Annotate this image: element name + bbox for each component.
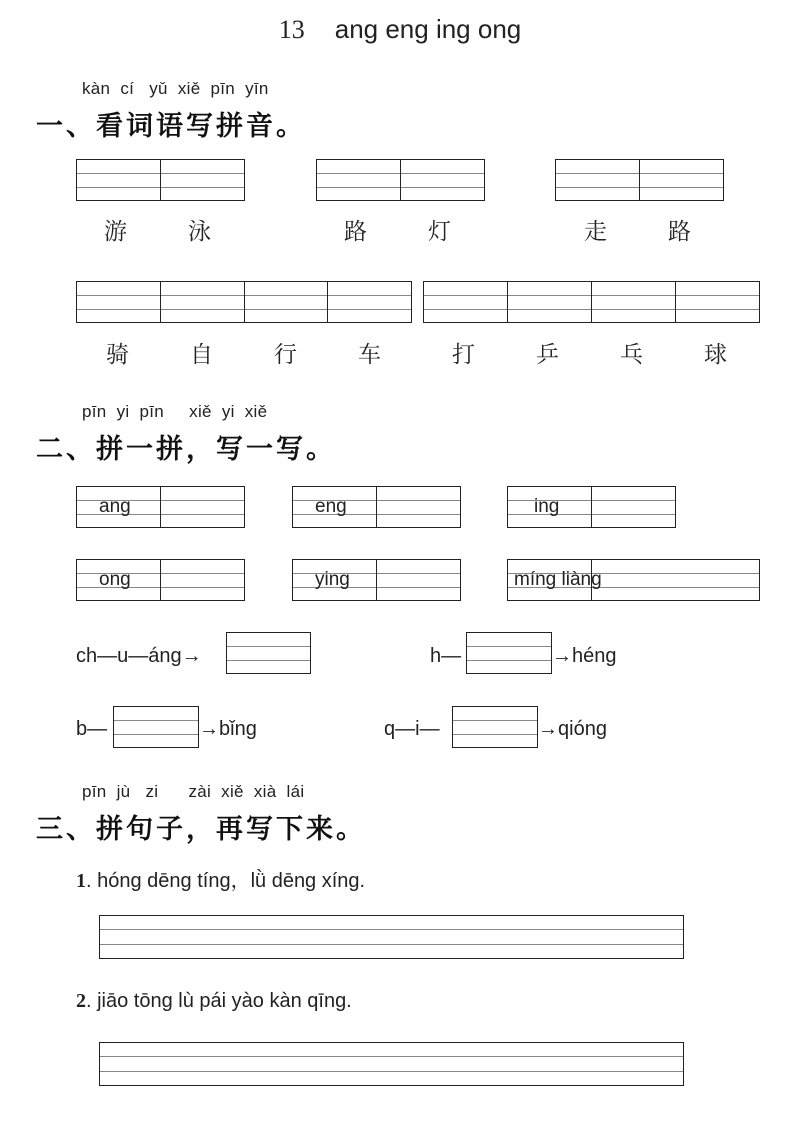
word-char: 路	[344, 219, 367, 245]
given-pinyin: ong	[99, 569, 131, 590]
word-char: 路	[668, 219, 691, 245]
grid-cell[interactable]	[675, 282, 759, 322]
word-char: 行	[274, 342, 297, 368]
sentence-text: . hóng dēng tíng，lǜ dēng xíng.	[86, 870, 366, 892]
section1-pinyin: kàn cí yǔ xiě pīn yīn	[82, 79, 269, 98]
given-pinyin: ing	[534, 496, 560, 517]
grid-cell[interactable]	[77, 160, 160, 200]
spelling-formula: h—	[430, 645, 462, 667]
spelling-grid-ang[interactable]	[76, 486, 245, 528]
word-char: 游	[104, 219, 127, 245]
section3-pinyin: pīn jù zi zài xiě xià lái	[82, 782, 305, 801]
grid-cell[interactable]	[327, 282, 411, 322]
word-char: 打	[452, 342, 475, 368]
grid-cell[interactable]	[639, 160, 723, 200]
lesson-number: 13	[278, 15, 305, 44]
grid-cell[interactable]	[244, 282, 328, 322]
spelling-formula: ch—u—áng→	[76, 645, 202, 667]
sentence-1	[76, 864, 365, 893]
grid-cell[interactable]	[400, 160, 484, 200]
grid-cell[interactable]	[293, 560, 376, 600]
grid-cell[interactable]	[227, 633, 310, 673]
word-char: 骑	[106, 342, 129, 368]
spelling-formula: q—i—	[384, 718, 440, 740]
spelling-grid-ying[interactable]	[292, 559, 461, 601]
grid-cell[interactable]	[160, 160, 244, 200]
grid-cell[interactable]	[453, 707, 537, 747]
formula-answer-box[interactable]	[113, 706, 199, 748]
section2-heading: 二、拼一拼，写一写。	[36, 434, 336, 465]
sentence-number: 1	[76, 870, 86, 892]
grid-cell[interactable]	[77, 487, 160, 527]
given-pinyin: ang	[99, 496, 131, 517]
given-pinyin: ying	[315, 569, 350, 590]
grid-cell[interactable]	[424, 282, 507, 322]
grid-cell[interactable]	[376, 560, 460, 600]
word-char: 走	[584, 219, 607, 245]
grid-cell[interactable]	[160, 282, 244, 322]
spelling-formula-result: →bǐng	[199, 718, 257, 740]
grid-cell[interactable]	[160, 487, 244, 527]
spelling-grid-mingliang[interactable]	[507, 559, 760, 601]
word-char: 乓	[620, 342, 643, 368]
given-pinyin: eng	[315, 496, 347, 517]
spelling-grid-eng[interactable]	[292, 486, 461, 528]
sentence-2	[76, 990, 352, 1013]
answer-grid-zoulu[interactable]	[555, 159, 724, 201]
grid-cell[interactable]	[376, 487, 460, 527]
formula-answer-box[interactable]	[466, 632, 552, 674]
grid-cell[interactable]	[508, 560, 602, 600]
sentence-writing-lines-2[interactable]	[99, 1042, 684, 1086]
answer-grid-yongyong[interactable]	[76, 159, 245, 201]
grid-cell[interactable]	[591, 487, 675, 527]
spelling-formula-result: →qióng	[538, 718, 607, 740]
grid-cell[interactable]	[467, 633, 551, 673]
section3-heading: 三、拼句子，再写下来。	[36, 814, 366, 845]
grid-cell[interactable]	[293, 487, 376, 527]
section1-heading: 一、看词语写拼音。	[36, 111, 306, 142]
sentence-number: 2	[76, 990, 86, 1012]
word-char: 球	[704, 342, 727, 368]
grid-cell[interactable]	[591, 560, 759, 600]
word-char: 灯	[428, 219, 451, 245]
grid-cell[interactable]	[591, 282, 675, 322]
formula-answer-box[interactable]	[226, 632, 311, 674]
grid-cell[interactable]	[160, 560, 244, 600]
section2-pinyin: pīn yi pīn xiě yi xiě	[82, 402, 268, 421]
spelling-grid-ong[interactable]	[76, 559, 245, 601]
formula-answer-box[interactable]	[452, 706, 538, 748]
answer-grid-ludeng[interactable]	[316, 159, 485, 201]
grid-cell[interactable]	[114, 707, 198, 747]
grid-cell[interactable]	[508, 487, 591, 527]
word-char: 泳	[188, 219, 211, 245]
grid-cell[interactable]	[507, 282, 591, 322]
grid-cell[interactable]	[317, 160, 400, 200]
lesson-title: ang eng ing ong	[334, 14, 522, 44]
word-char: 乒	[536, 342, 559, 368]
answer-grid-qizixingche[interactable]	[76, 281, 412, 323]
word-char: 车	[358, 342, 381, 368]
grid-cell[interactable]	[77, 560, 160, 600]
word-char: 自	[190, 342, 213, 368]
sentence-text: . jiāo tōng lù pái yào kàn qīng.	[86, 990, 352, 1012]
spelling-grid-ing[interactable]	[507, 486, 676, 528]
spelling-formula-result: →héng	[552, 645, 617, 667]
grid-cell[interactable]	[77, 282, 160, 322]
grid-cell[interactable]	[556, 160, 639, 200]
answer-grid-dapingpangqiu[interactable]	[423, 281, 760, 323]
given-pinyin: míng liàng	[514, 569, 602, 590]
sentence-writing-lines-1[interactable]	[99, 915, 684, 959]
page-title	[0, 14, 800, 45]
spelling-formula: b—	[76, 718, 108, 740]
